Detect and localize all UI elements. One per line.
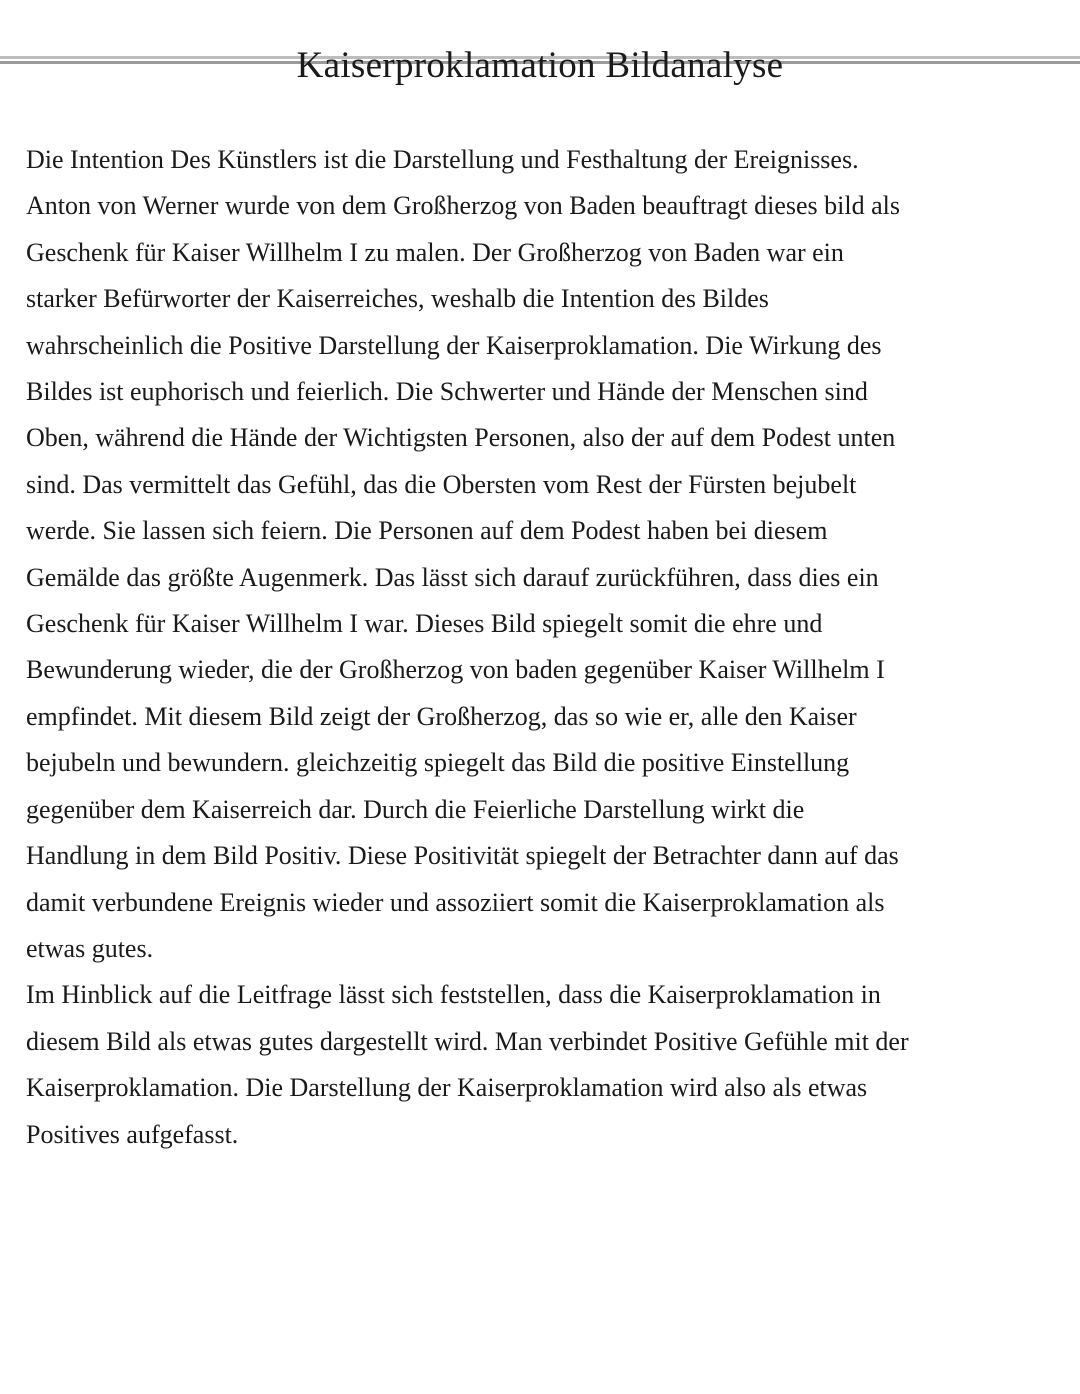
body-text: Die Intention Des Künstlers ist die Darstellung und Festhaltung der Ereignisses. Anton von Werner wurde von dem Großherzog von Baden beauftragt dieses bild als Geschenk für Kaiser Willhelm I zu malen. Der Großherzog von Baden war ein starker Befürworter der Kaiserreiches, weshalb die Intention des Bildes wahrscheinlich die Positive Darstellung der Kaiserproklamation. Die Wirkung des Bildes ist euphorisch und feierlich. Die Schwerter und Hände der Menschen sind Oben, während die Hände der Wichtigsten Personen, also der auf dem Podest unten sind. Das vermittelt das Gefühl, das die Obersten vom Rest der Fürsten bejubelt werde. Sie lassen sich feiern. Die Personen auf dem Podest haben bei diesem Gemälde das größte Augenmerk. Das lässt sich darauf zurückführen, dass dies ein Geschenk für Kaiser Willhelm I war. Dieses Bild spiegelt somit die ehre und Bewunderung wieder, die der Großherzog von baden gegenüber Kaiser Willhelm I empfindet. Mit diesem Bild zeigt der Großherzog, das so wie er, alle den Kaiser bejubeln und bewundern. gleichzeitig spiegelt das Bild die positive Einstellung gegenüber dem Kaiserreich dar. Durch die Feierliche Darstellung wirkt die Handlung in dem Bild Positiv. Diese Positivität spiegelt der Betrachter dann auf das damit verbundene Ereignis wieder und assoziiert somit die Kaiserproklamation als etwas gutes. Im Hinblick auf die Leitfrage lässt sich feststellen, dass die Kaiserproklamation in diesem Bild als etwas gutes dargestellt wird. Man verbindet Positive Gefühle mit der Kaiserproklamation. Die Darstellung der Kaiserproklamation wird also als etwas Positives aufgefasst. [26,145,909,1149]
page-title [0,42,1080,90]
page-title-text: Kaiserproklamation Bildanalyse [296,45,784,86]
